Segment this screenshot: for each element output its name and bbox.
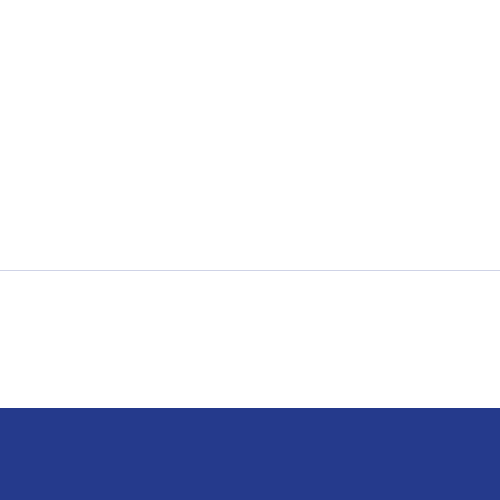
language-columns-top [0,120,500,270]
language-columns-bottom [0,270,500,408]
product-title [0,0,500,4]
footer-panel [0,408,500,500]
label-header [0,0,500,100]
